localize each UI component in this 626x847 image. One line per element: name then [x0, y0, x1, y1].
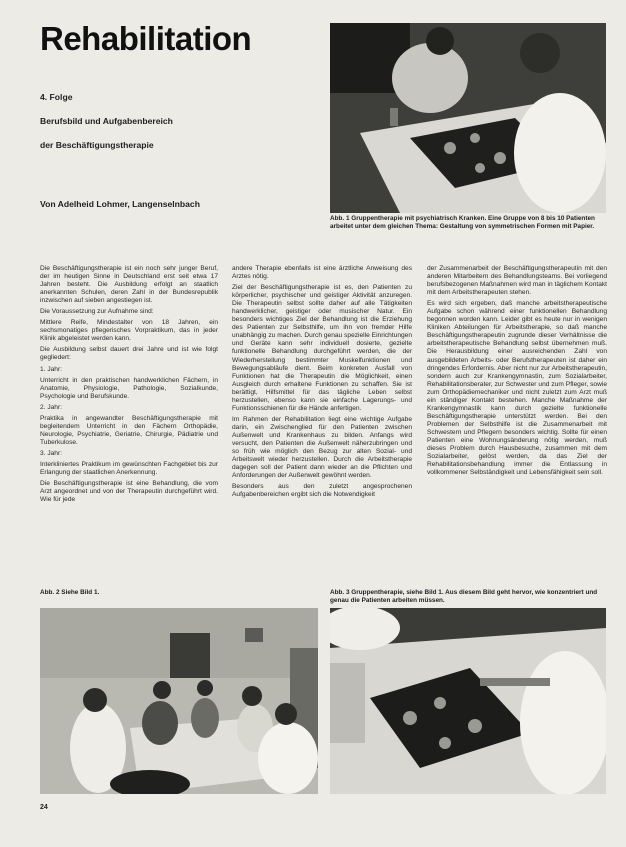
paragraph: Es wird sich ergeben, daß manche arbeitstherapeutische Aufgabe schon während einer funktionellen Behandlung begonnen worden kann. Leider gibt es heute nur in wenigen Kliniken Abteilungen für Arbeitstherapie, so daß manche Beschäftigungstherapeutin zugrunde dieser Verhältnisse die arbeitstherapeutische Behandlung selbst übernehmen muß. Die Herausbildung einer ausreichenden Zahl von ausgebildeten Arbeits- oder Berufstherapeuten ist daher ein dringendes Erfordernis. Aber nicht nur zur Arbeitstherapeutin, sondern auch zur Krankengymnastin, zum Sozialarbeiter, Rehabilitationsberater, zur Schwester und zum Pfleger, sowie zum Orthopädiemechaniker und nicht zuletzt zum Arzt muß ein ständiger Kontakt bestehen. Manche Maßnahme der Krankengymnastik kann durch gezielte funktionelle Beschäftigungstherapie unterstützt werden. Bei den Problemen der Selbsthilfe ist die Zusammenarbeit mit Schwestern und Pflegern besonders wichtig. Sollte für einen Patienten eine Wohnungsänderung nötig werden, muß dieses Problem durch Hausbesuche, zusammen mit dem Sozialarbeiter, gelöst werden, da das Ziel der Rehabilitationsbehandlung immer die Entlassung in vollkommener Selbständigkeit und Lebensfähigkeit sein soll. — [427, 300, 607, 477]
caption-fig-1: Abb. 1 Gruppentherapie mit psychiatrisch Kranken. Eine Gruppe von 8 bis 10 Patienten arbeitet unter dem gleichen Thema: Gestaltung von symmetrischen Formen mit Papier. — [330, 215, 595, 230]
photo-group-therapy-3 — [330, 608, 606, 794]
caption-fig-2: Abb. 2 Siehe Bild 1. — [40, 589, 100, 596]
paragraph: Mittlere Reife, Mindestalter von 18 Jahren, ein sechsmonatiges pflegerisches Vorpraktikum, das in jeder Klinik abgeleistet werden kann. — [40, 319, 218, 343]
article-title: Rehabilitation — [40, 20, 252, 57]
paragraph: 3. Jahr: — [40, 449, 62, 457]
paragraph: Ziel der Beschäftigungstherapie ist es, den Patienten zu körperlicher, psychischer und geistiger Aktivität anzuregen. Die Therapeutin selbst sollte daher auf alle Tätigkeiten handwerklicher, geistiger oder musischer Natur. Ein besonders wichtiges Ziel der Behandlung ist die Erziehung des Patienten zur Selbsthilfe, um ihn von fremder Hilfe unabhängig zu machen. Durch genau spezielle Einrichtungen und Geräte kann sehr individuell dosierte, gezielte funktionelle Behandlung durchgeführt werden, die der Wiederherstellung bestimmter Muskelfunktionen und Bewegungsabläufe dient. Beim konkreten Ausfall von Funktionen hat die Therapeutin die Möglichkeit, einen Ausgleich durch erhaltene Funktionen zu schaffen. Sie ist berättigt, Hilfsmittel für das tägliche Leben selbst herzustellen, ebenso kann sie einfache Lagerungs- und Funktionsschienen für die Hände anfertigen. — [232, 284, 412, 412]
text-column-3 — [427, 265, 607, 480]
text-column-1 — [40, 265, 218, 507]
text-column-2 — [232, 265, 412, 502]
paragraph: Besonders aus den zuletzt angesprochenen Aufgabenbereichen ergibt sich die Notwendigkeit — [232, 483, 412, 499]
paragraph: andere Therapie ebenfalls ist eine ärztliche Anweisung des Arztes nötig. — [232, 265, 412, 281]
paragraph: Die Beschäftigungstherapie ist ein noch sehr junger Beruf, der im heutigen Sinne in Deutschland erst seit etwa 17 Jahren besteht. Die Ausbildung erfolgt an staatlich anerkannten Schulen, deren Zahl in der Bundesrepublik inzwischen auf sieben angestiegen ist. — [40, 265, 218, 305]
paragraph: Im Rahmen der Rehabilitation liegt eine wichtige Aufgabe darin, ein Zwischenglied für den Patienten zwischen Außenwelt und Krankenhaus zu bilden. Anfangs wird versucht, den Patienten die Außenwelt näherzubringen und so früh wie möglich den Bezug zur alten Sozial- und Arbeitswelt wieder herzustellen. Durch die Arbeitstherapie dagegen soll der Patient dann wieder an die Pflichten und Anforderungen der Außenwelt gewöhnt werden. — [232, 415, 412, 480]
subtitle-line-1: Berufsbild und Aufgabenbereich — [40, 116, 173, 126]
paragraph: Interkliniertes Praktikum im gewünschten Fachgebiet bis zur Erlangung der staatlichen Anerkennung. — [40, 460, 218, 477]
paragraph: Die Beschäftigungstherapie ist eine Behandlung, die vom Arzt angeordnet und von der Therapeutin durchgeführt wird. Wie für jede — [40, 480, 218, 504]
series-label: 4. Folge — [40, 92, 73, 102]
paragraph: der Zusammenarbeit der Beschäftigungstherapeutin mit den anderen Mitarbeitern des Behandlungsteams. Bei vorliegend berufsbezogenen Maßnahmen wird man in täglichem Kontakt mit dem Arbeitstherapeuten stehen. — [427, 265, 607, 297]
caption-fig-3: Abb. 3 Gruppentherapie, siehe Bild 1. Aus diesem Bild geht hervor, wie konzentriert und genau die Patienten arbeiten müssen. — [330, 589, 598, 604]
paragraph: 1. Jahr: — [40, 365, 62, 373]
page-number: 24 — [40, 804, 48, 811]
photo-group-therapy-2-image — [40, 608, 318, 794]
paragraph: 2. Jahr: — [40, 403, 62, 411]
subtitle-line-2: der Beschäftigungstherapie — [40, 140, 154, 150]
photo-group-therapy-1-image — [330, 23, 606, 213]
photo-group-therapy-1 — [330, 23, 606, 213]
paragraph: Die Voraussetzung zur Aufnahme sind: — [40, 308, 154, 316]
paragraph: Praktika in angewandter Beschäftigungstherapie mit begleitendem Unterricht in den Fächern Orthopädie, Neurologie, Psychiatrie, Geriatrie, Chirurgie, Pädiatrie und Tuberkulose. — [40, 414, 218, 446]
photo-group-therapy-3-image — [330, 608, 606, 794]
author-byline: Von Adelheid Lohmer, Langenselnbach — [40, 199, 200, 209]
photo-group-therapy-2 — [40, 608, 318, 794]
paragraph: Die Ausbildung selbst dauert drei Jahre und ist wie folgt gegliedert: — [40, 346, 218, 362]
paragraph: Unterricht in den praktischen handwerklichen Fächern, in Anatomie, Physiologie, Pathologie, Sozialkunde, Psychologie und Berufskunde. — [40, 376, 218, 400]
